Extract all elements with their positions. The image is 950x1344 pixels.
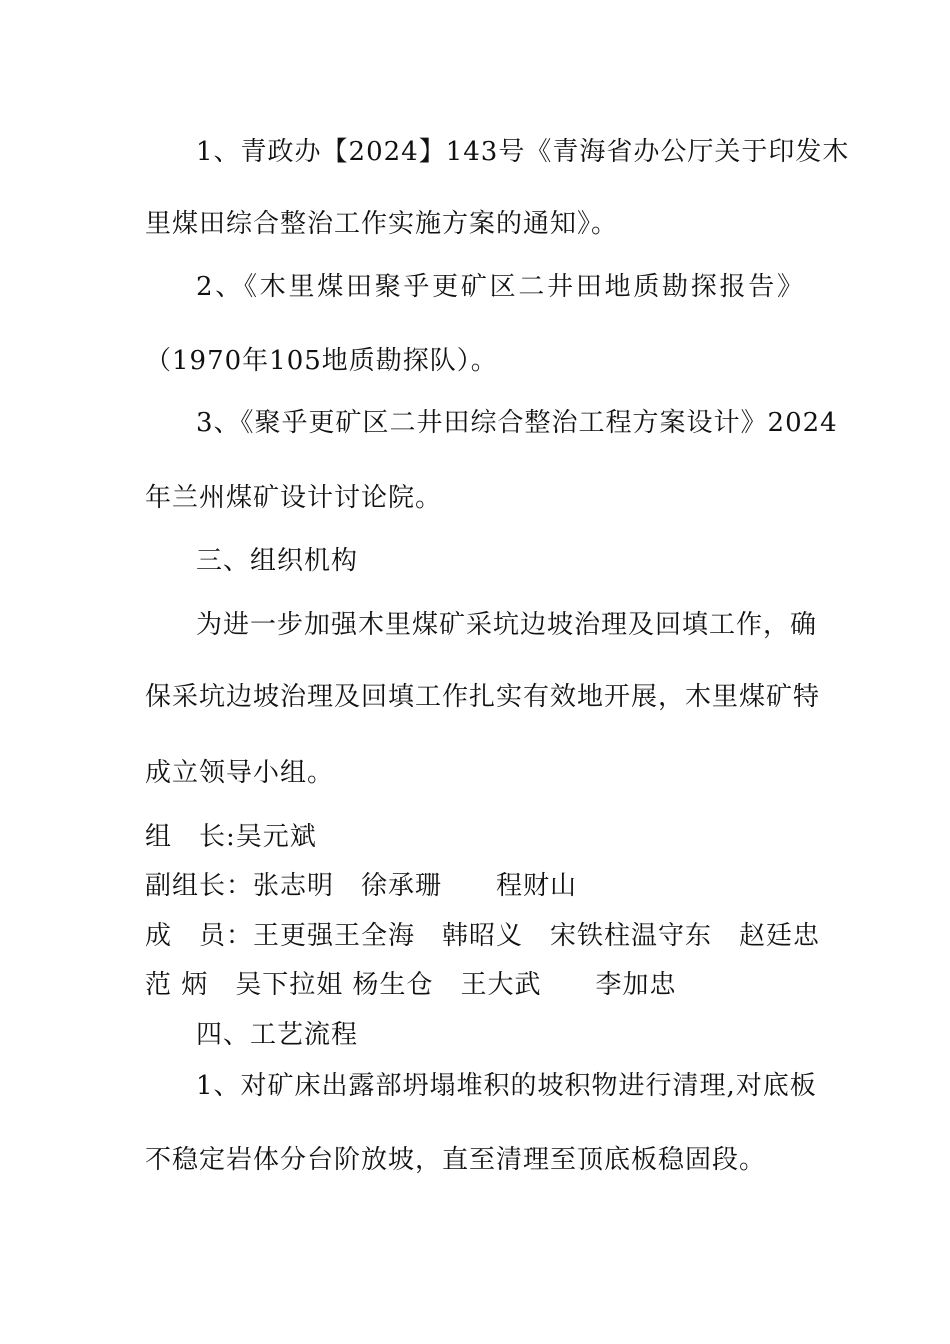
- section-heading-organization: 三、组织机构: [196, 546, 359, 576]
- section-heading-process: 四、工艺流程: [196, 1020, 359, 1050]
- reference-item-1-continued: 里煤田综合整治工作实施方案的通知》。: [145, 209, 619, 239]
- reference-item-3-continued: 年兰州煤矿设计讨论院。: [145, 483, 443, 513]
- paragraph-organization-line-1: 为进一步加强木里煤矿采坑边坡治理及回填工作，确: [196, 610, 818, 640]
- reference-item-3: 3、《聚乎更矿区二井田综合整治工程方案设计》2024: [196, 408, 838, 438]
- group-members-line-1: 成 员：王更强王全海 韩昭义 宋铁柱温守东 赵廷忠: [145, 921, 821, 951]
- process-step-1: 1、对矿床出露部坍塌堆积的坡积物进行清理,对底板: [196, 1071, 817, 1101]
- group-leader: 组 长:吴元斌: [145, 822, 317, 852]
- deputy-group-leaders: 副组长：张志明 徐承珊 程财山: [145, 871, 578, 901]
- process-step-1-continued: 不稳定岩体分台阶放坡，直至清理至顶底板稳固段。: [145, 1145, 767, 1175]
- reference-item-2-continued: （1970年105地质勘探队）。: [145, 346, 498, 376]
- paragraph-organization-line-3: 成立领导小组。: [145, 758, 335, 788]
- reference-item-2: 2、《木里煤田聚乎更矿区二井田地质勘探报告》: [196, 272, 804, 302]
- reference-item-1: 1、青政办【2024】143号《青海省办公厅关于印发木: [196, 137, 850, 167]
- paragraph-organization-line-2: 保采坑边坡治理及回填工作扎实有效地开展，木里煤矿特: [145, 682, 821, 712]
- group-members-line-2: 范 炳 吴下拉姐 杨生仓 王大武 李加忠: [145, 970, 677, 1000]
